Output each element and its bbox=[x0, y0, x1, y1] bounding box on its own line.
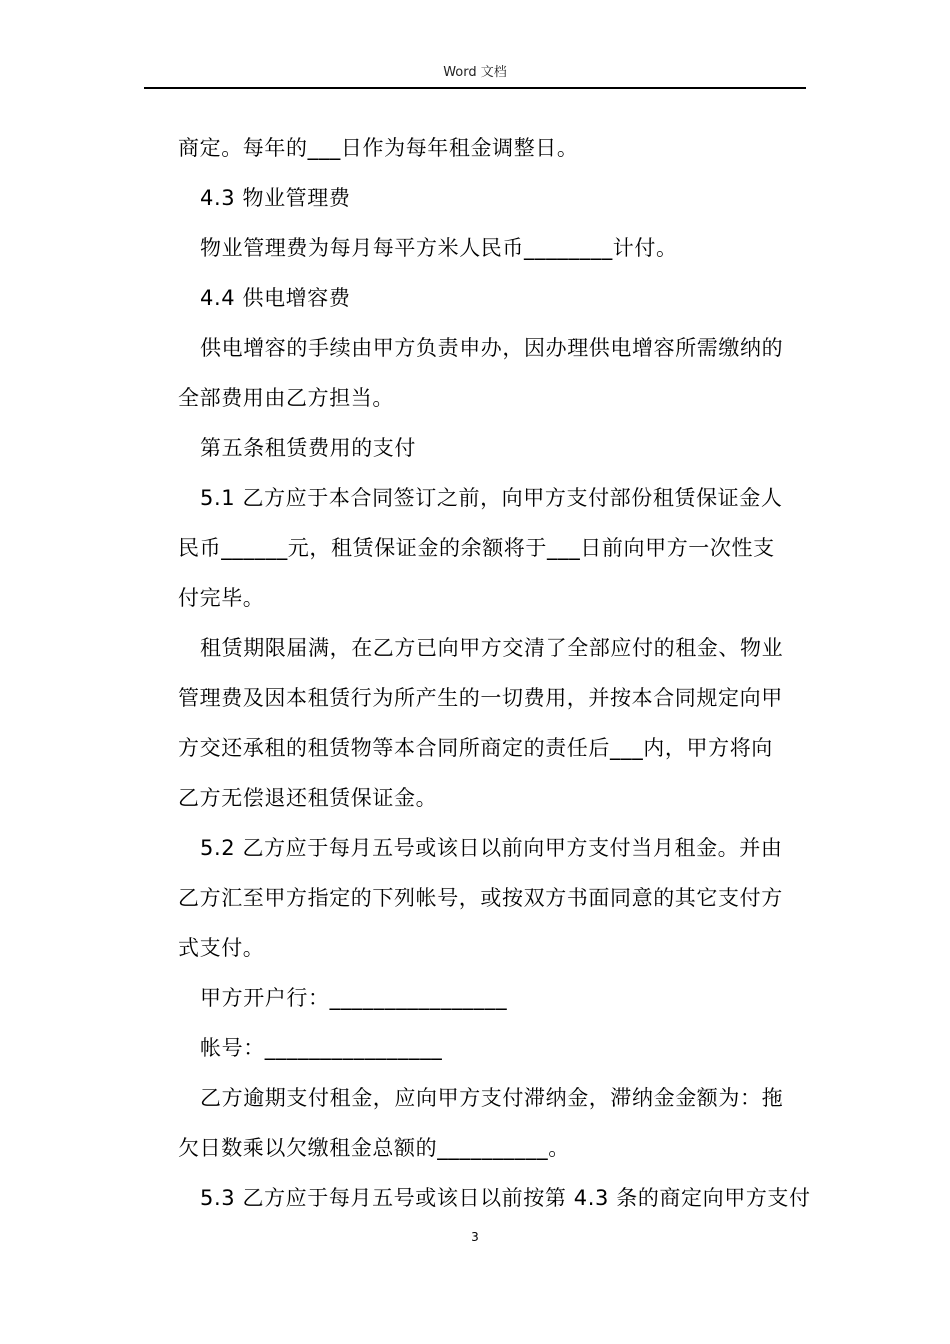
body-line: 供电增容的手续由甲方负责申办，因办理供电增容所需缴纳的 bbox=[200, 336, 784, 360]
body-line: 租赁期限届满，在乙方已向甲方交清了全部应付的租金、物业 bbox=[200, 636, 784, 660]
document-body bbox=[178, 123, 811, 1223]
body-line: 方交还承租的租赁物等本合同所商定的责任后___内，甲方将向 bbox=[178, 736, 773, 760]
body-line: 5.2 乙方应于每月五号或该日以前向甲方支付当月租金。并由 bbox=[200, 836, 783, 860]
body-line: 管理费及因本租赁行为所产生的一切费用，并按本合同规定向甲 bbox=[178, 686, 783, 710]
body-line: 5.1 乙方应于本合同签订之前，向甲方支付部份租赁保证金人 bbox=[200, 486, 783, 510]
header-divider bbox=[144, 87, 806, 89]
body-line: 民币______元，租赁保证金的余额将于___日前向甲方一次性支 bbox=[178, 536, 775, 560]
body-line: 乙方无偿退还租赁保证金。 bbox=[178, 786, 438, 810]
body-line: 乙方汇至甲方指定的下列帐号，或按双方书面同意的其它支付方 bbox=[178, 886, 783, 910]
article-heading: 第五条租赁费用的支付 bbox=[200, 436, 416, 460]
bank-field-line: 甲方开户行：________________ bbox=[200, 986, 508, 1010]
page-header: Word 文档 bbox=[443, 65, 507, 80]
body-line: 乙方逾期支付租金，应向甲方支付滞纳金，滞纳金金额为：拖 bbox=[200, 1086, 784, 1110]
body-line: 5.3 乙方应于每月五号或该日以前按第 4.3 条的商定向甲方支付 bbox=[200, 1186, 811, 1210]
body-line: 式支付。 bbox=[178, 936, 265, 960]
body-line: 欠日数乘以欠缴租金总额的__________。 bbox=[178, 1136, 570, 1160]
page-number: 3 bbox=[471, 1230, 479, 1244]
body-line: 全部费用由乙方担当。 bbox=[178, 386, 394, 410]
section-heading: 4.4 供电增容费 bbox=[200, 286, 351, 310]
account-field-line: 帐号：________________ bbox=[200, 1036, 443, 1060]
body-line: 物业管理费为每月每平方米人民币________计付。 bbox=[200, 236, 678, 260]
section-heading: 4.3 物业管理费 bbox=[200, 186, 351, 210]
body-line: 商定。每年的___日作为每年租金调整日。 bbox=[178, 136, 579, 160]
body-line: 付完毕。 bbox=[178, 586, 265, 610]
